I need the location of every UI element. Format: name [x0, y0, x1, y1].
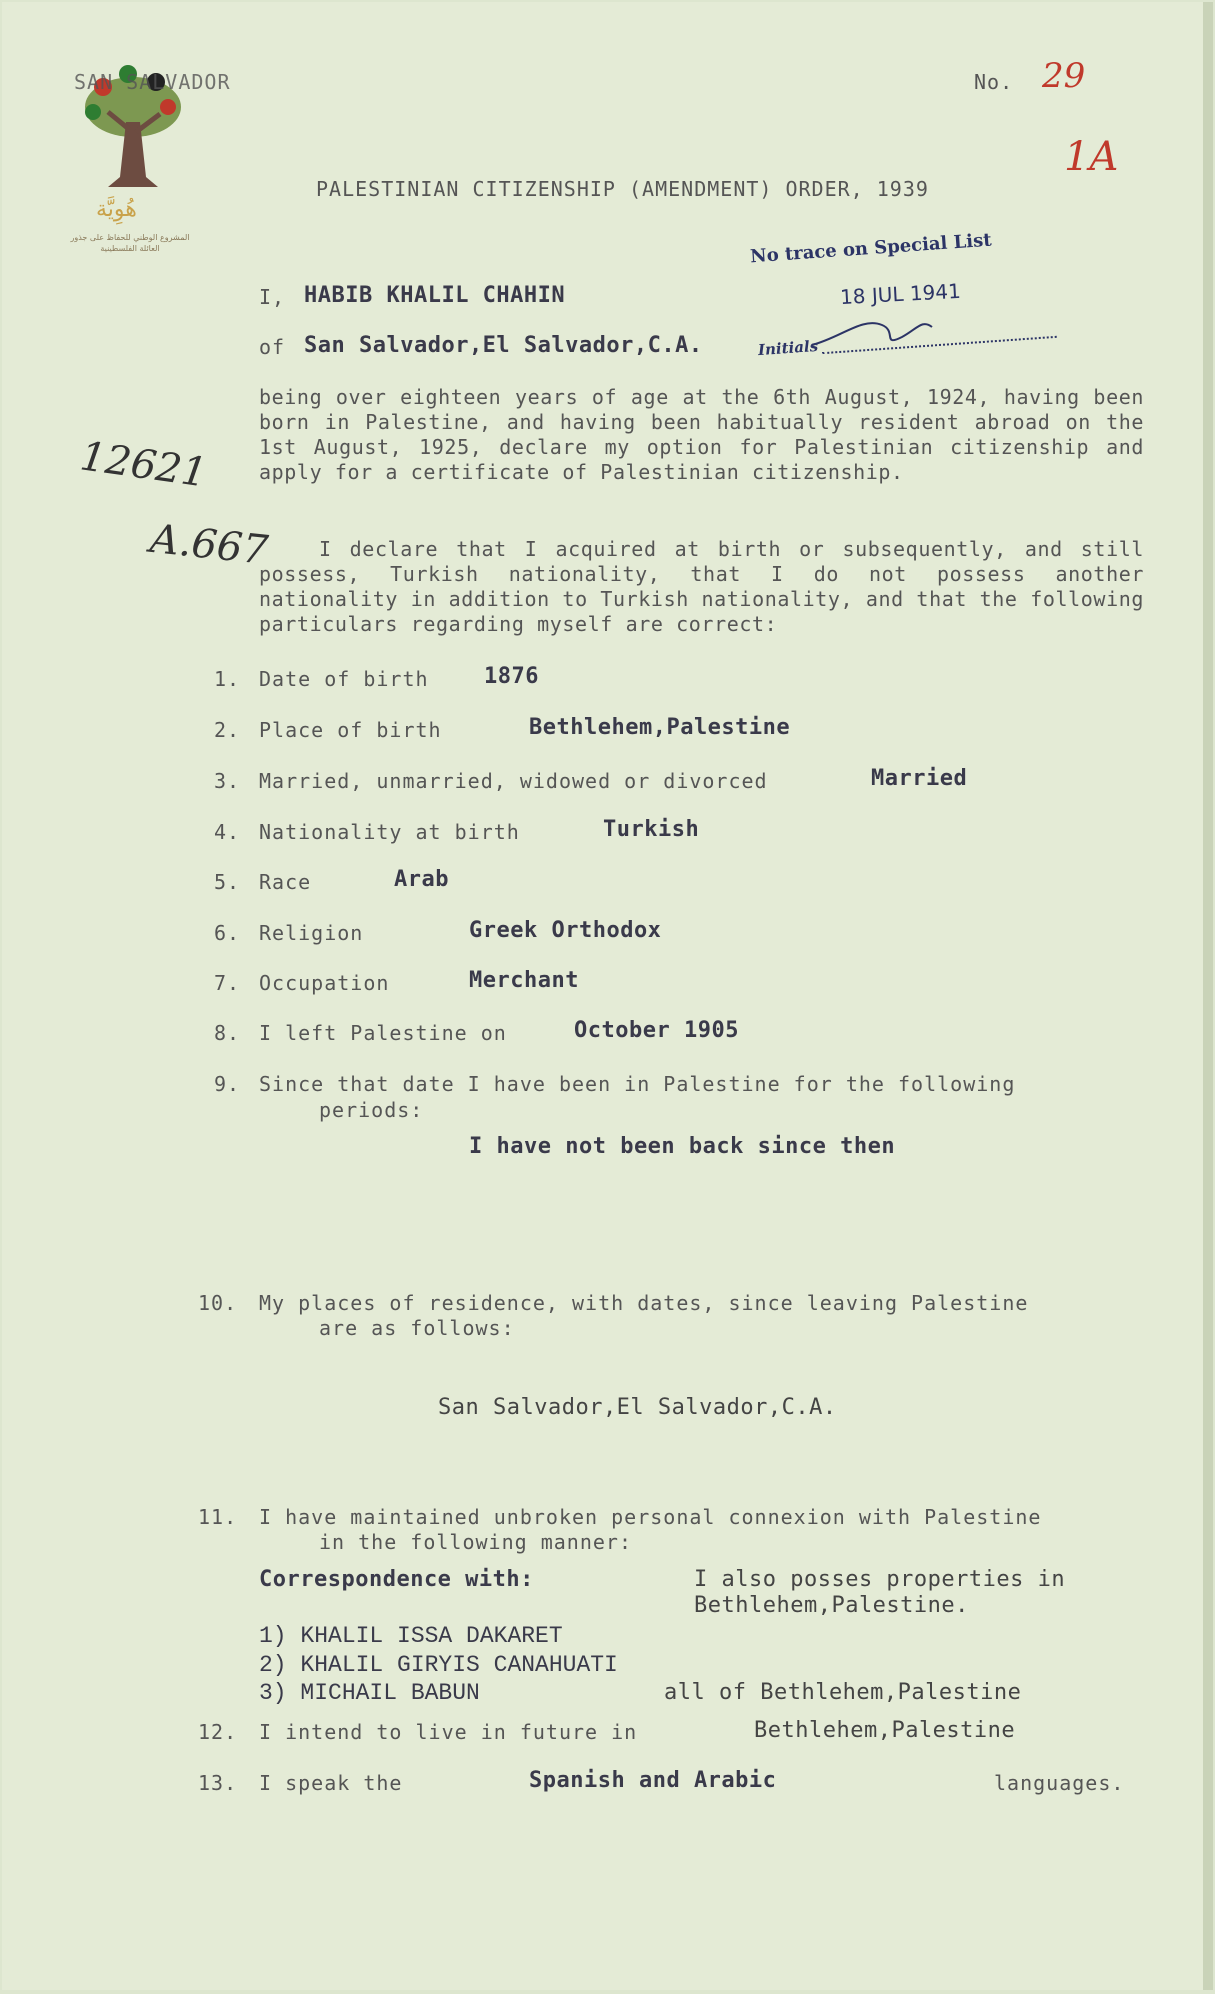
item-9-label-line1: Since that date I have been in Palestine for the following: [259, 1072, 1016, 1096]
item-1-value: 1876: [484, 664, 539, 689]
item-10-value: San Salvador,El Salvador,C.A.: [438, 1395, 837, 1420]
item-1-label: Date of birth: [259, 667, 429, 691]
item-2-value: Bethlehem,Palestine: [529, 715, 791, 740]
margin-number-1: 12621: [77, 433, 210, 497]
item-1-number: 1.: [214, 667, 241, 691]
item-9-value: I have not been back since then: [469, 1134, 896, 1159]
document-number: 29: [1042, 56, 1086, 96]
item-2-number: 2.: [214, 718, 241, 742]
item-5-label: Race: [259, 870, 312, 894]
properties-line-1: I also posses properties in: [694, 1567, 1066, 1592]
contact-3: 3) MICHAIL BABUN: [259, 1680, 480, 1706]
applicant-prefix: I,: [259, 285, 286, 309]
item-8-number: 8.: [214, 1021, 241, 1045]
logo-arabic-subtitle: المشروع الوطني للحفاظ على جذور العائلة الفلسطينية: [70, 233, 190, 253]
item-9-number: 9.: [214, 1072, 241, 1096]
item-7-number: 7.: [214, 971, 241, 995]
number-label: No.: [974, 70, 1014, 94]
item-5-number: 5.: [214, 870, 241, 894]
item-2-label: Place of birth: [259, 718, 442, 742]
applicant-address: San Salvador,El Salvador,C.A.: [304, 333, 703, 358]
item-5-value: Arab: [394, 867, 449, 892]
item-8-value: October 1905: [574, 1018, 739, 1043]
declaration-paragraph-1: being over eighteen years of age at the 6th August, 1924, having been born in Palestine, and having been habitually resident abroad on the 1st August, 1925, declare my option for Palestinian citizenship and apply for a certificate of Palestinian citizenship.: [259, 385, 1144, 484]
correspondence-label: Correspondence with:: [259, 1567, 534, 1592]
item-6-number: 6.: [214, 921, 241, 945]
applicant-name: HABIB KHALIL CHAHIN: [304, 283, 566, 308]
item-9-label-line2: periods:: [319, 1098, 424, 1122]
item-3-label: Married, unmarried, widowed or divorced: [259, 769, 768, 793]
item-6-label: Religion: [259, 921, 364, 945]
item-7-value: Merchant: [469, 968, 579, 993]
item-13-label: I speak the: [259, 1771, 403, 1795]
item-4-label: Nationality at birth: [259, 820, 520, 844]
contacts-place: all of Bethlehem,Palestine: [664, 1680, 1022, 1705]
item-11-label-line2: in the following manner:: [319, 1530, 632, 1554]
item-10-number: 10.: [198, 1291, 238, 1315]
declaration-paragraph-2: I declare that I acquired at birth or subsequently, and still possess, Turkish nationality, that I do not possess another nationality in addition to Turkish nationality, and that the following particulars regarding myself are correct:: [259, 537, 1144, 636]
item-7-label: Occupation: [259, 971, 390, 995]
item-12-value: Bethlehem,Palestine: [754, 1718, 1016, 1743]
item-4-value: Turkish: [603, 817, 700, 842]
margin-number-2: A.667: [147, 515, 271, 575]
item-4-number: 4.: [214, 820, 241, 844]
item-13-suffix: languages.: [994, 1771, 1125, 1795]
item-10-label-line2: are as follows:: [319, 1316, 515, 1340]
item-13-number: 13.: [198, 1771, 238, 1795]
contact-1: 1) KHALIL ISSA DAKARET: [259, 1623, 563, 1649]
stamp-special-list: No trace on Special List: [749, 229, 993, 268]
item-13-value: Spanish and Arabic: [529, 1768, 777, 1793]
properties-line-2: Bethlehem,Palestine.: [694, 1593, 969, 1618]
stamp-initials-label: Initials: [757, 336, 819, 360]
item-11-label-line1: I have maintained unbroken personal connexion with Palestine: [259, 1505, 1042, 1529]
logo-arabic-title: هُوِيَّة: [96, 197, 137, 222]
item-8-label: I left Palestine on: [259, 1021, 507, 1045]
item-3-value: Married: [871, 766, 968, 791]
item-3-number: 3.: [214, 769, 241, 793]
initials-signature: [802, 307, 942, 352]
place-heading: SAN SALVADOR: [74, 70, 231, 94]
item-10-label-line1: My places of residence, with dates, since leaving Palestine: [259, 1291, 1029, 1315]
stamp-date: 18 JUL 1941: [839, 278, 962, 310]
contact-2: 2) KHALIL GIRYIS CANAHUATI: [259, 1652, 618, 1678]
item-6-value: Greek Orthodox: [469, 918, 662, 943]
item-11-number: 11.: [198, 1505, 238, 1529]
item-12-label: I intend to live in future in: [259, 1720, 638, 1744]
form-title: PALESTINIAN CITIZENSHIP (AMENDMENT) ORDER, 1939: [316, 177, 929, 201]
item-12-number: 12.: [198, 1720, 238, 1744]
document-page: [2, 2, 1213, 1990]
corner-mark: 1A: [1064, 134, 1119, 180]
of-label: of: [259, 335, 286, 359]
